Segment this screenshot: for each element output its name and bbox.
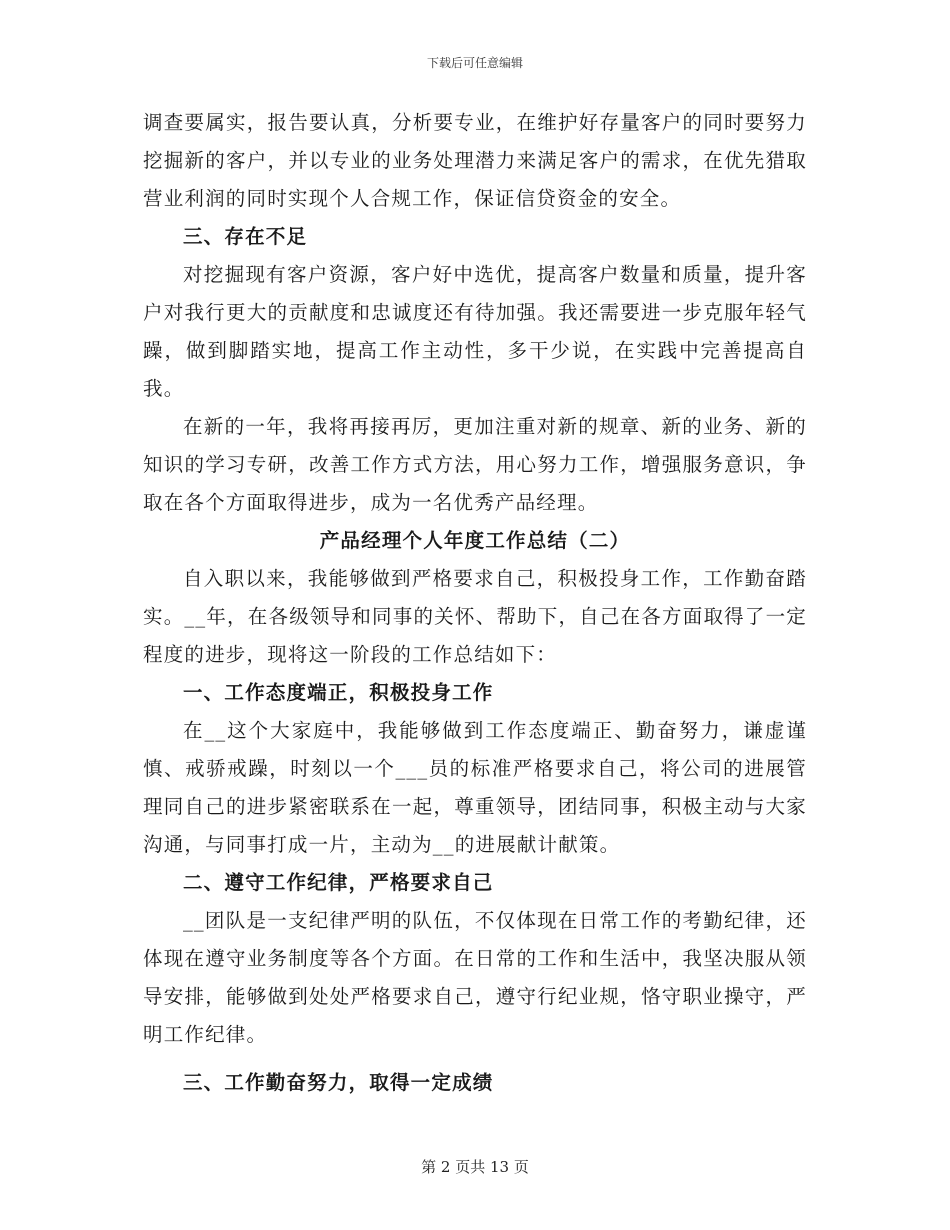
section-heading-shortcomings: 三、存在不足: [182, 225, 308, 248]
section-heading-discipline: 二、遵守工作纪律，严格要求自己: [182, 871, 494, 894]
paragraph-attitude: 在__这个大家庭中，我能够做到工作态度端正、勤奋努力，谦虚谨慎、戒骄戒躁，时刻以一个___员的标准严格要求自己，将公司的进展管理同自己的进步紧密联系在一起，尊重领导，团结同事，积极主动与大家沟通，与同事打成一片，主动为__的进展献计献策。: [143, 719, 807, 856]
document-body: [143, 104, 807, 1102]
page-header: 下载后可任意编辑: [426, 56, 523, 70]
page-footer: 第 2 页共 13 页: [421, 1158, 529, 1176]
section-heading-attitude: 一、工作态度端正，积极投身工作: [182, 681, 494, 704]
paragraph-new-year-plan: 在新的一年，我将再接再厉，更加注重对新的规章、新的业务、新的知识的学习专研，改善工作方式方法，用心努力工作，增强服务意识，争取在各个方面取得进步，成为一名优秀产品经理。: [143, 415, 807, 514]
paragraph-intro: 自入职以来，我能够做到严格要求自己，积极投身工作，工作勤奋踏实。__年，在各级领导和同事的关怀、帮助下，自己在各方面取得了一定程度的进步，现将这一阶段的工作总结如下：: [143, 567, 807, 666]
section-heading-achievements: 三、工作勤奋努力，取得一定成绩: [182, 1071, 494, 1094]
paragraph-discipline: __团队是一支纪律严明的队伍，不仅体现在日常工作的考勤纪律，还体现在遵守业务制度等各个方面。在日常的工作和生活中，我坚决服从领导安排，能够做到处处严格要求自己，遵守行纪业规，恪守职业操守，严明工作纪律。: [143, 909, 807, 1046]
paragraph-continued: 调查要属实，报告要认真，分析要专业，在维护好存量客户的同时要努力挖掘新的客户，并以专业的业务处理潜力来满足客户的需求，在优先猎取营业利润的同时实现个人合规工作，保证信贷资金的安全。: [143, 111, 807, 210]
paragraph-shortcomings: 对挖掘现有客户资源，客户好中选优，提高客户数量和质量，提升客户对我行更大的贡献度和忠诚度还有待加强。我还需要进一步克服年轻气躁，做到脚踏实地，提高工作主动性，多干少说，在实践中完善提高自我。: [143, 263, 807, 400]
document-title-part-two: 产品经理个人年度工作总结（二）: [319, 529, 631, 552]
